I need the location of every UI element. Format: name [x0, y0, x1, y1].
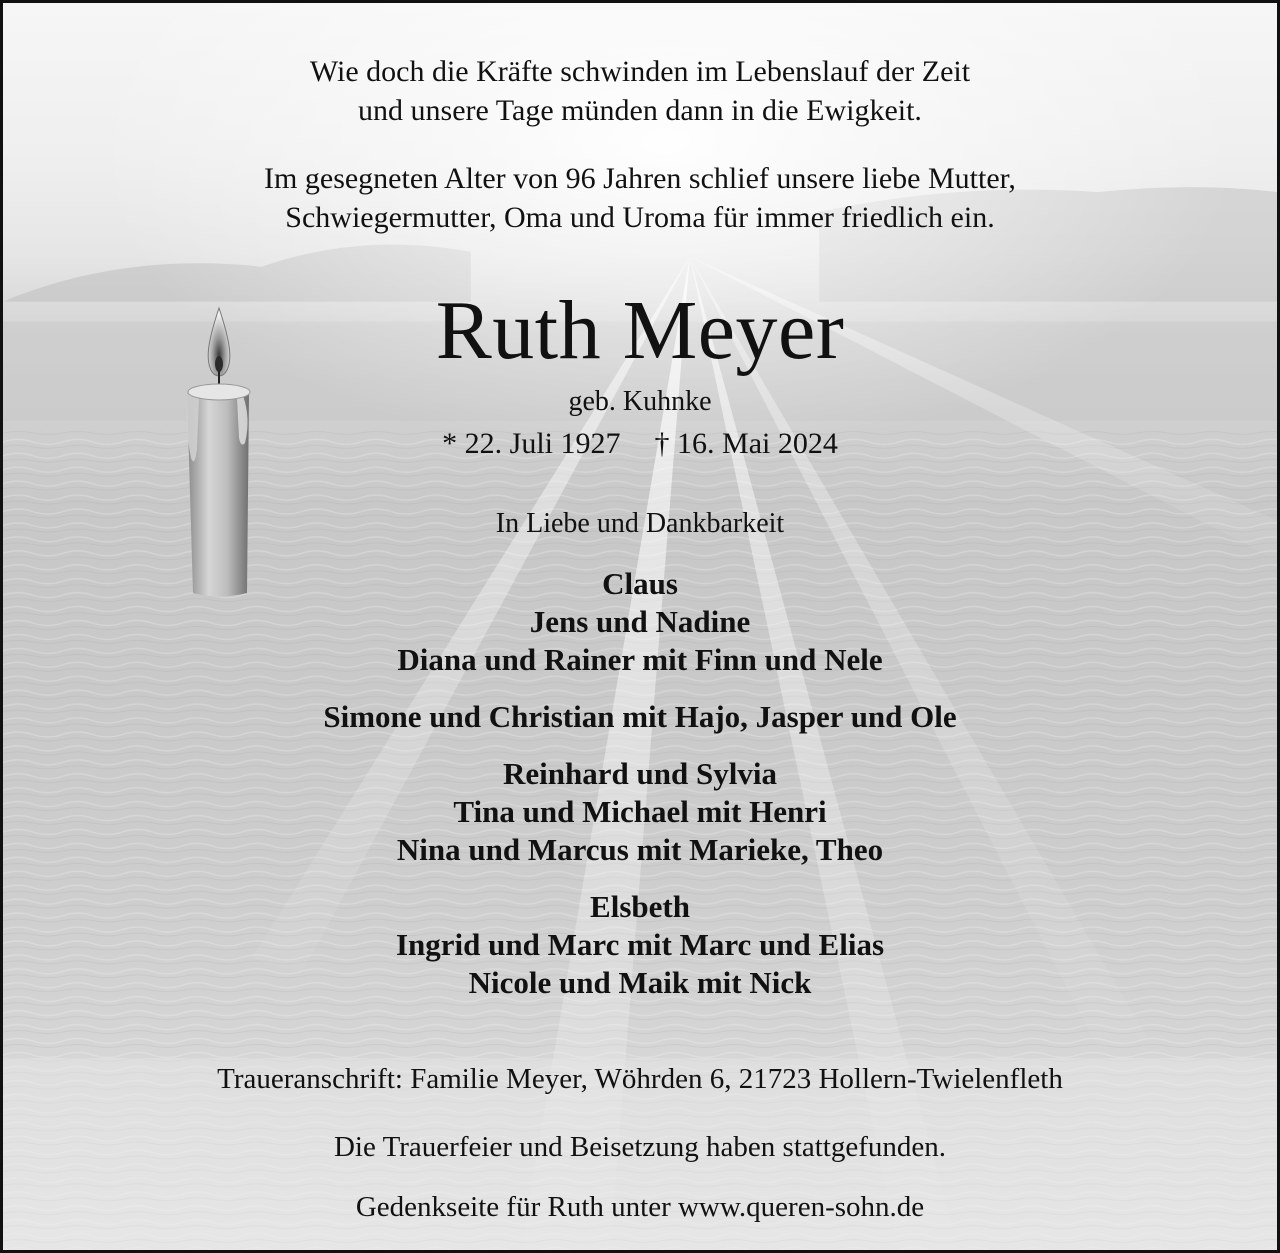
memorial-page-note: Gedenkseite für Ruth unter www.queren-sohn.de	[355, 1191, 925, 1223]
family-member: Claus	[602, 566, 678, 601]
family-member: Nina und Marcus mit Marieke, Theo	[396, 832, 884, 867]
verse-line-1: Wie doch die Kräfte schwinden im Lebenslauf der Zeit	[309, 55, 971, 88]
verse-line-2: und unsere Tage münden dann in die Ewigkeit.	[358, 94, 922, 127]
announcement-line-1: Im gesegneten Alter von 96 Jahren schlief unsere liebe Mutter,	[264, 162, 1016, 195]
family-member: Elsbeth	[590, 889, 690, 924]
family-member: Tina und Michael mit Henri	[453, 794, 827, 829]
ceremony-note: Die Trauerfeier und Beisetzung haben stattgefunden.	[333, 1131, 947, 1163]
family-member: Diana und Rainer mit Finn und Nele	[397, 642, 883, 677]
announcement-line-2: Schwiegermutter, Oma und Uroma für immer friedlich ein.	[285, 201, 995, 234]
family-member: Reinhard und Sylvia	[503, 756, 777, 791]
life-dates	[3, 426, 1277, 462]
notice-text	[3, 3, 1277, 1250]
family-member: Simone und Christian mit Hajo, Jasper und Ole	[323, 699, 957, 734]
maiden-name: geb. Kuhnke	[568, 386, 712, 417]
death-date: † 16. Mai 2024	[654, 427, 838, 460]
deceased-name: Ruth Meyer	[435, 284, 845, 377]
mourning-address: Traueranschrift: Familie Meyer, Wöhrden 6, 21723 Hollern-Twielenfleth	[217, 1063, 1063, 1095]
family-member: Nicole und Maik mit Nick	[468, 965, 812, 1000]
family-member: Jens und Nadine	[529, 604, 751, 639]
birth-date: * 22. Juli 1927	[442, 427, 621, 460]
family-member: Ingrid und Marc mit Marc und Elias	[395, 927, 885, 962]
closing-phrase: In Liebe und Dankbarkeit	[495, 508, 785, 539]
